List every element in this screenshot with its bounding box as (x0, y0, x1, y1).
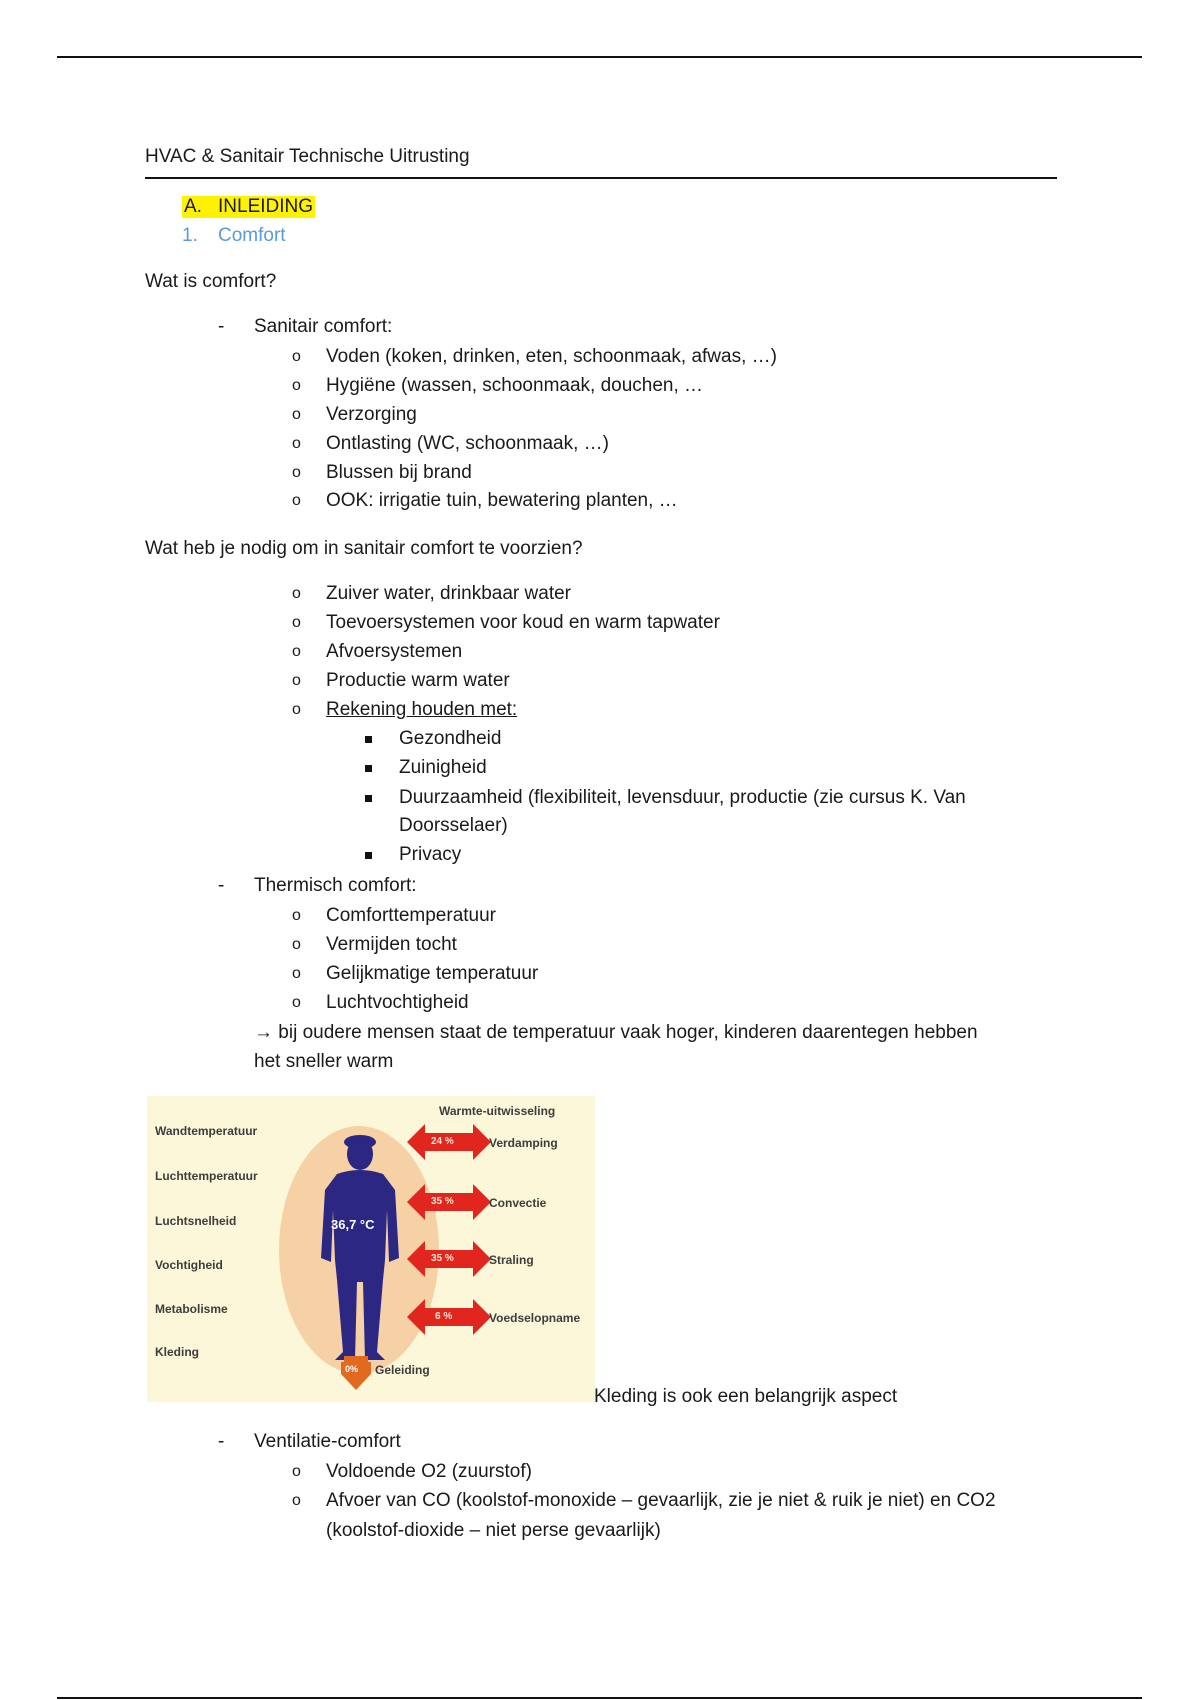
list-item: Vermijden tocht (326, 934, 457, 955)
circle-bullet: o (292, 377, 301, 394)
list-item: Ontlasting (WC, schoonmaak, …) (326, 433, 609, 454)
exchange-label: Straling (489, 1253, 534, 1267)
list-item: Hygiëne (wassen, schoonmaak, douchen, … (326, 375, 704, 396)
exchange-percent: 6 % (435, 1311, 453, 1322)
exchange-percent: 35 % (431, 1196, 454, 1207)
conduction-label: Geleiding (375, 1363, 430, 1377)
heading-inleiding (182, 196, 315, 218)
heat-exchange-figure (147, 1096, 595, 1402)
exchange-percent: 24 % (431, 1136, 454, 1147)
circle-bullet: o (292, 701, 301, 718)
figure-title: Warmte-uitwisseling (439, 1104, 556, 1118)
sub-list-item-continuation: Doorsselaer) (399, 815, 508, 836)
list-item: Comforttemperatuur (326, 905, 497, 926)
page-top-rule (57, 56, 1142, 58)
heading-number: 1. (182, 225, 198, 246)
list-item: Gelijkmatige temperatuur (326, 963, 539, 984)
question-what-is-comfort: Wat is comfort? (145, 271, 277, 292)
list-item: OOK: irrigatie tuin, bewatering planten, … (326, 490, 678, 511)
list-item: Afvoersystemen (326, 641, 463, 662)
list-item: Afvoer van CO (koolstof-monoxide – gevaarlijk, zie je niet & ruik je niet) en CO2 (326, 1490, 996, 1511)
list-item: Voldoende O2 (zuurstof) (326, 1461, 532, 1482)
conduction-percent: 0% (345, 1364, 359, 1374)
circle-bullet: o (292, 994, 301, 1011)
circle-bullet: o (292, 464, 301, 481)
circle-bullet: o (292, 936, 301, 953)
list-item: Productie warm water (326, 670, 510, 691)
circle-bullet: o (292, 965, 301, 982)
exchange-label: Convectie (489, 1196, 547, 1210)
circle-bullet: o (292, 1463, 301, 1480)
heading-number: A. (184, 196, 202, 217)
sub-list-item: Privacy (399, 844, 462, 865)
circle-bullet: o (292, 643, 301, 660)
figure-factor-label: Metabolisme (155, 1302, 228, 1316)
figure-factor-label: Vochtigheid (155, 1258, 223, 1272)
circle-bullet: o (292, 435, 301, 452)
circle-bullet: o (292, 406, 301, 423)
square-bullet (365, 765, 372, 772)
document-header: HVAC & Sanitair Technische Uitrusting (145, 146, 470, 167)
thermisch-note-line1: → bij oudere mensen staat de temperatuur vaak hoger, kinderen daarentegen hebben (254, 1022, 978, 1043)
figure-factor-label: Wandtemperatuur (155, 1124, 258, 1138)
thermisch-note-line2: het sneller warm (254, 1051, 394, 1072)
sub-list-item: Duurzaamheid (flexibiliteit, levensduur, productie (zie cursus K. Van (399, 787, 966, 808)
heading-comfort (182, 225, 286, 247)
sub-list-item: Zuinigheid (399, 757, 487, 778)
square-bullet (365, 795, 372, 802)
heading-text: Comfort (218, 225, 286, 246)
list-item: Verzorging (326, 404, 417, 425)
body-temperature: 36,7 °C (331, 1217, 375, 1232)
list-item: Voden (koken, drinken, eten, schoonmaak, afwas, …) (326, 346, 777, 367)
circle-bullet: o (292, 672, 301, 689)
exchange-label: Verdamping (489, 1136, 558, 1150)
circle-bullet: o (292, 348, 301, 365)
list-item-continuation: (koolstof-dioxide – niet perse gevaarlijk) (326, 1520, 661, 1541)
figure-factor-label: Luchttemperatuur (155, 1169, 258, 1183)
list-item-underlined: Rekening houden met: (326, 699, 518, 720)
dash-bullet: - (218, 875, 225, 896)
person-silhouette-icon (315, 1130, 405, 1362)
header-rule (145, 177, 1057, 179)
list-item: Blussen bij brand (326, 462, 472, 483)
square-bullet (365, 736, 372, 743)
exchange-label: Voedselopname (489, 1311, 581, 1325)
ventilatie-comfort-label: Ventilatie-comfort (254, 1431, 401, 1452)
figure-caption: Kleding is ook een belangrijk aspect (594, 1386, 898, 1407)
list-item: Zuiver water, drinkbaar water (326, 583, 571, 604)
sanitair-comfort-label: Sanitair comfort: (254, 316, 393, 337)
heading-text: INLEIDING (218, 196, 314, 217)
dash-bullet: - (218, 316, 225, 337)
thermisch-comfort-label: Thermisch comfort: (254, 875, 417, 896)
figure-factor-label: Luchtsnelheid (155, 1214, 237, 1228)
circle-bullet: o (292, 492, 301, 509)
figure-factor-label: Kleding (155, 1345, 199, 1359)
square-bullet (365, 852, 372, 859)
sub-list-item: Gezondheid (399, 728, 502, 749)
page-bottom-rule (57, 1697, 1142, 1699)
list-item: Toevoersystemen voor koud en warm tapwater (326, 612, 720, 633)
circle-bullet: o (292, 907, 301, 924)
list-item: Luchtvochtigheid (326, 992, 469, 1013)
dash-bullet: - (218, 1431, 225, 1452)
exchange-percent: 35 % (431, 1253, 454, 1264)
question-what-do-you-need: Wat heb je nodig om in sanitair comfort te voorzien? (145, 538, 583, 559)
circle-bullet: o (292, 1492, 301, 1509)
circle-bullet: o (292, 585, 301, 602)
circle-bullet: o (292, 614, 301, 631)
